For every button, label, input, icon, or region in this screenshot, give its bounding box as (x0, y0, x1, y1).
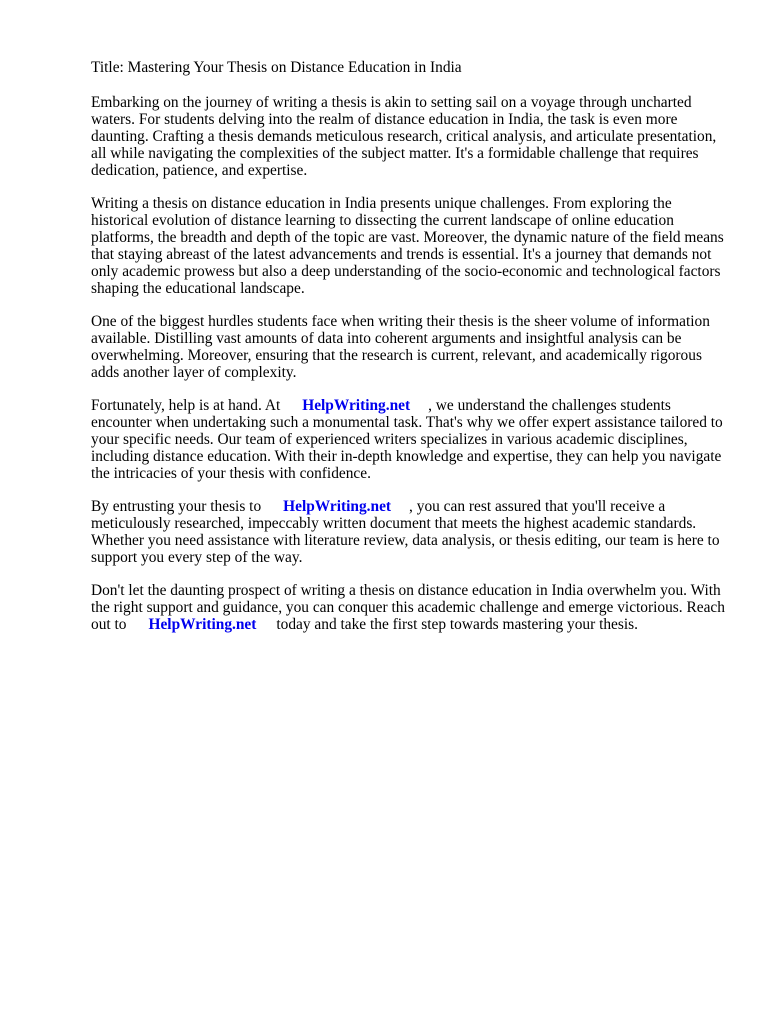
paragraph-help-text-before: Fortunately, help is at hand. At (91, 397, 281, 414)
paragraph-challenges: Writing a thesis on distance education in India presents unique challenges. From exploring the historical evolution of distance learning to dissecting the current landscape of online education platforms, the breadth and depth of the topic are vast. Moreover, the dynamic nature of the field means that staying abreast of the latest advancements and trends is essential. It's a journey that demands not only academic prowess but also a deep understanding of the socio-economic and technological factors shaping the educational landscape. (91, 195, 724, 297)
paragraph-help-text-after: , we understand the challenges students encounter when undertaking such a monumental task. That's why we offer expert assistance tailored to your specific needs. Our team of experienced writers specializes in various academic disciplines, including distance education. With their in-depth knowledge and expertise, they can help you navigate the intricacies of your thesis with confidence. (91, 397, 723, 482)
paragraph-closing-text-after: today and take the first step towards mastering your thesis. (276, 616, 638, 633)
helpwriting-link[interactable]: HelpWriting.net (302, 397, 411, 414)
document-page (91, 59, 731, 649)
helpwriting-link[interactable]: HelpWriting.net (283, 498, 392, 515)
paragraph-entrust-text-after: , you can rest assured that you'll receive a meticulously researched, impeccably written document that meets the highest academic standards. Whether you need assistance with literature review, data analysis, or thesis editing, our team is here to support you every step of the way. (91, 498, 720, 566)
document-title: Title: Mastering Your Thesis on Distance Education in India (91, 59, 462, 76)
paragraph-intro: Embarking on the journey of writing a thesis is akin to setting sail on a voyage through uncharted waters. For students delving into the realm of distance education in India, the task is even more daunting. Crafting a thesis demands meticulous research, critical analysis, and articulate presentation, all while navigating the complexities of the subject matter. It's a formidable challenge that requires dedication, patience, and expertise. (91, 94, 717, 179)
paragraph-hurdles: One of the biggest hurdles students face when writing their thesis is the sheer volume of information available. Distilling vast amounts of data into coherent arguments and insightful analysis can be overwhelming. Moreover, ensuring that the research is current, relevant, and academically rigorous adds another layer of complexity. (91, 313, 710, 381)
paragraph-help (91, 397, 731, 482)
helpwriting-link[interactable]: HelpWriting.net (148, 616, 257, 633)
paragraph-entrust (91, 498, 731, 566)
paragraph-entrust-text-before: By entrusting your thesis to (91, 498, 262, 515)
paragraph-closing (91, 582, 731, 633)
paragraph-closing-text-before: Don't let the daunting prospect of writing a thesis on distance education in India overwhelm you. With the right support and guidance, you can conquer this academic challenge and emerge victorious. Reach out to (91, 582, 725, 633)
